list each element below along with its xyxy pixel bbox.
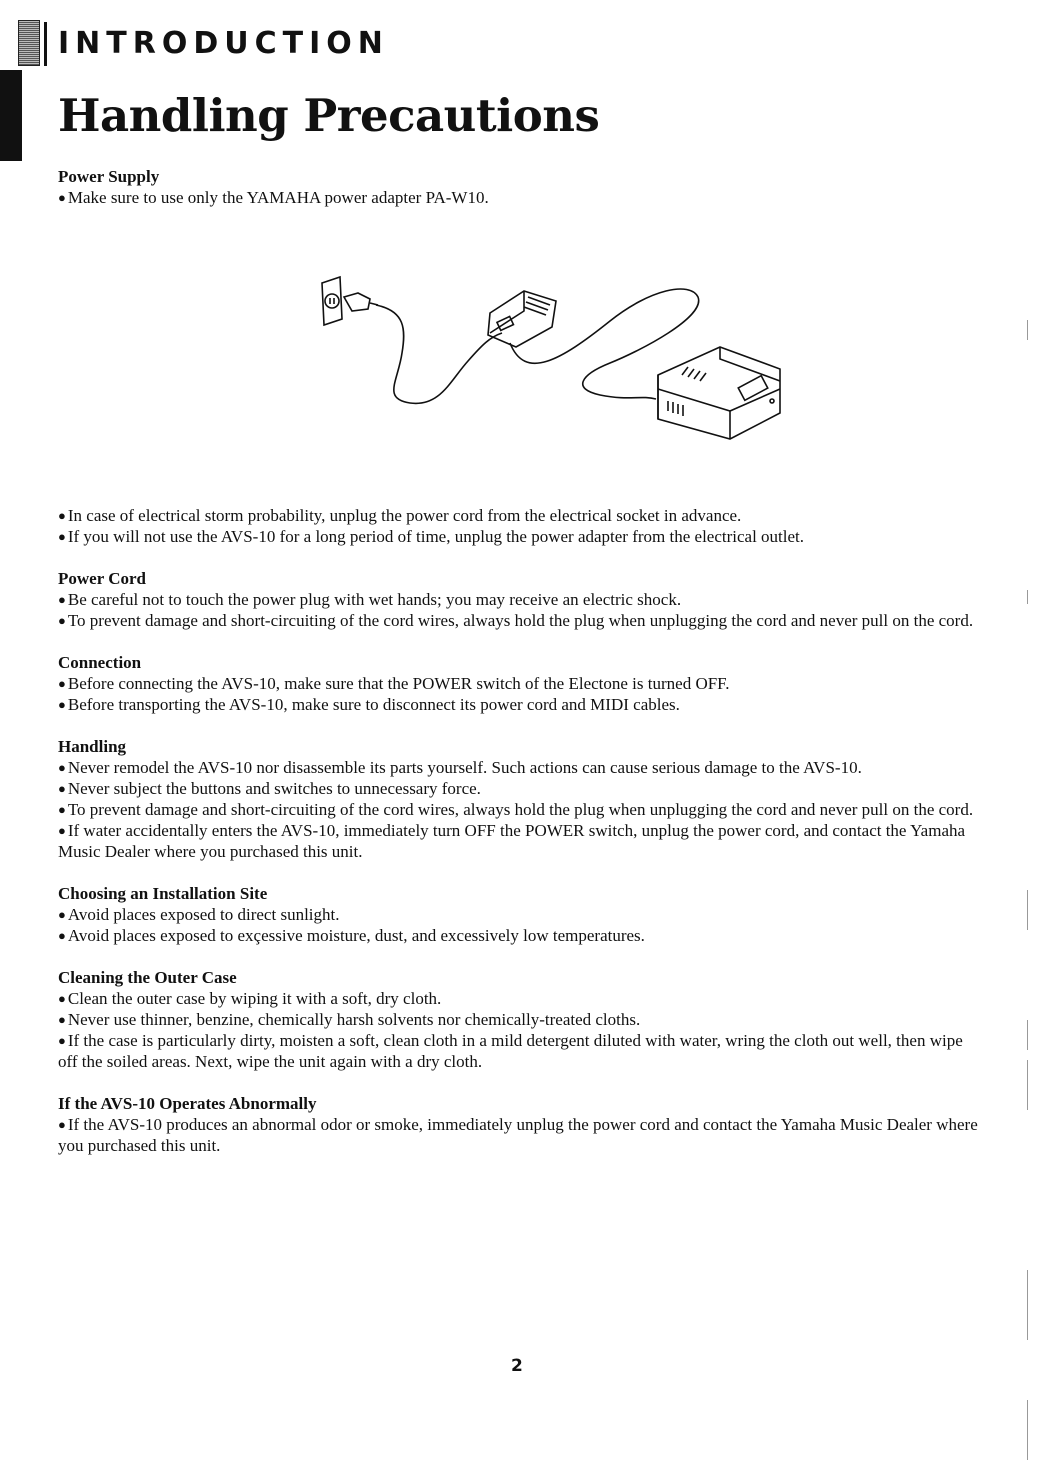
bullet-item: ● Avoid places exposed to exçessive moisture, dust, and excessively low temperatures. — [58, 925, 982, 946]
section-marker-icon — [18, 20, 40, 66]
adapter-shape — [488, 291, 556, 347]
bullet-item: ● Clean the outer case by wiping it with a soft, dry cloth. — [58, 988, 982, 1009]
section-abnormal-operation — [58, 1093, 982, 1156]
cord-shape — [376, 305, 502, 403]
power-adapter-illustration-icon — [310, 271, 790, 491]
page-title: Handling Precautions — [58, 89, 600, 142]
avs-unit-shape — [658, 347, 780, 439]
scan-artifacts — [1024, 260, 1032, 1410]
page-number: 2 — [511, 1356, 523, 1376]
section-power-supply — [58, 166, 982, 208]
section-heading: Connection — [58, 653, 142, 672]
bullet-item: ● Before connecting the AVS-10, make sure that the POWER switch of the Electone is turned OFF. — [58, 673, 982, 694]
page-edge-tab — [0, 70, 22, 161]
outlet-socket-shape — [325, 294, 339, 308]
bullet-item: ● Never remodel the AVS-10 nor disassemble its parts yourself. Such actions can cause serious damage to the AVS-10. — [58, 757, 982, 778]
bullet-item: ● Never subject the buttons and switches to unnecessary force. — [58, 778, 982, 799]
section-label: INTRODUCTION — [58, 26, 389, 61]
section-marker-rule — [44, 22, 47, 66]
section-heading: Cleaning the Outer Case — [58, 968, 237, 987]
bullet-item: ● Avoid places exposed to direct sunlight. — [58, 904, 982, 925]
bullet-item: ● To prevent damage and short-circuiting of the cord wires, always hold the plug when unplugging the cord and never pull on the cord. — [58, 610, 982, 631]
section-cleaning — [58, 967, 982, 1072]
section-heading: Power Supply — [58, 167, 160, 186]
section-power-supply-cont — [58, 505, 982, 547]
bullet-item: ● In case of electrical storm probability, unplug the power cord from the electrical socket in advance. — [58, 505, 982, 526]
power-adapter-figure — [58, 208, 982, 505]
section-handling — [58, 736, 982, 862]
bullet-item: ● Never use thinner, benzine, chemically harsh solvents nor chemically-treated cloths. — [58, 1009, 982, 1030]
section-heading: If the AVS-10 Operates Abnormally — [58, 1094, 317, 1113]
bullet-item: ● If water accidentally enters the AVS-10, immediately turn OFF the POWER switch, unplug the power cord, and contact the Yamaha Music Dealer where you purchased this unit. — [58, 820, 982, 862]
bullet-item: ● Before transporting the AVS-10, make sure to disconnect its power cord and MIDI cables. — [58, 694, 982, 715]
cord-shape-2 — [510, 289, 699, 399]
bullet-item: ● If the case is particularly dirty, moisten a soft, clean cloth in a mild detergent diluted with water, wring the cloth out well, then wipe off the soiled areas. Next, wipe the unit again with a dry cloth. — [58, 1030, 982, 1072]
bullet-item: ● If the AVS-10 produces an abnormal odor or smoke, immediately unplug the power cord and contact the Yamaha Music Dealer where you purchased this unit. — [58, 1114, 982, 1156]
section-connection — [58, 652, 982, 715]
section-installation-site — [58, 883, 982, 946]
section-heading: Power Cord — [58, 569, 146, 588]
bullet-item: ● Be careful not to touch the power plug with wet hands; you may receive an electric shock. — [58, 589, 982, 610]
bullet-item: ● To prevent damage and short-circuiting of the cord wires, always hold the plug when unplugging the cord and never pull on the cord. — [58, 799, 982, 820]
section-heading: Choosing an Installation Site — [58, 884, 268, 903]
plug-shape — [344, 293, 370, 311]
page-content — [58, 166, 982, 1156]
bullet-item: ● Make sure to use only the YAMAHA power adapter PA-W10. — [58, 187, 982, 208]
section-power-cord — [58, 568, 982, 631]
section-heading: Handling — [58, 737, 127, 756]
bullet-item: ● If you will not use the AVS-10 for a long period of time, unplug the power adapter from the electrical outlet. — [58, 526, 982, 547]
